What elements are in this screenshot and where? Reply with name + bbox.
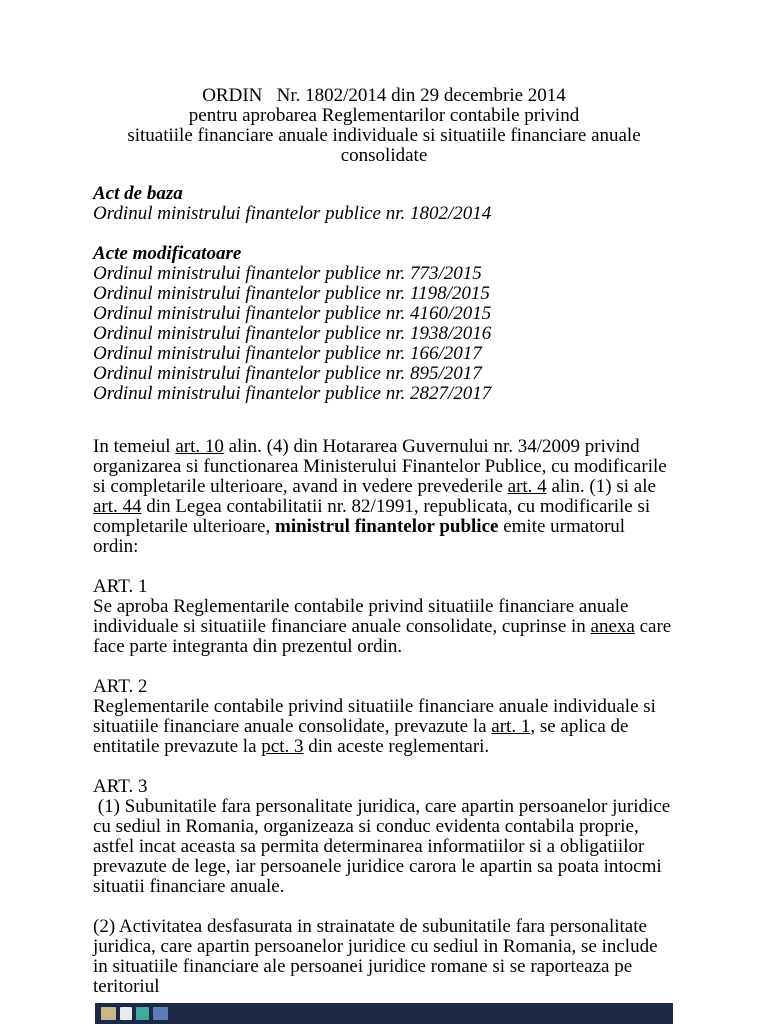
- article-3-heading: ART. 3: [93, 776, 148, 797]
- reference-link[interactable]: pct. 3: [261, 736, 304, 757]
- base-act-heading: Act de baza: [93, 183, 183, 204]
- text-segment: emite urmatorul ordin:: [93, 516, 630, 557]
- reference-link[interactable]: anexa: [590, 616, 635, 637]
- reference-link[interactable]: art. 1: [491, 716, 531, 737]
- text-segment: , se aplica de entitatile prevazute la: [93, 716, 634, 757]
- amendment-item: Ordinul ministrului finantelor publice nr. 895/2017: [93, 363, 482, 384]
- amendments-section: [93, 244, 675, 404]
- reference-link[interactable]: art. 10: [175, 436, 224, 457]
- text-segment: alin. (1) si ale: [546, 476, 661, 497]
- amendment-item: Ordinul ministrului finantelor publice nr. 4160/2015: [93, 303, 492, 324]
- article-3-paragraph-1: [93, 797, 675, 897]
- next-page-thumbnail-block: [120, 1007, 132, 1020]
- title-line-2: pentru aprobarea Reglementarilor contabile privind: [188, 105, 580, 126]
- article-1-heading: ART. 1: [93, 576, 148, 597]
- base-act-item: Ordinul ministrului finantelor publice nr. 1802/2014: [93, 203, 492, 224]
- bold-text-segment: ministrul finantelor publice: [275, 516, 499, 537]
- amendment-item: Ordinul ministrului finantelor publice nr. 1198/2015: [93, 283, 490, 304]
- text-segment: alin. (4) din Hotararea Guvernului nr. 34/2009 privind organizarea si functionarea Ministerului Finantelor Publice, cu modificarile si completarile ulterioare, avand in vedere prevederile: [93, 436, 672, 497]
- amendments-heading: Acte modificatoare: [93, 243, 242, 264]
- text-segment: (2) Activitatea desfasurata in strainatate de subunitatile fara personalitate juridica, care apartin persoanelor juridice cu sediul in Romania, se include in situatiile financiare ale persoanei juridice romane si se raporteaza pe teritoriul: [93, 916, 663, 997]
- text-segment: (1) Subunitatile fara personalitate juridica, care apartin persoanelor juridice cu sediul in Romania, organizeaza si conduc evidenta contabila proprie, astfel incat aceasta sa permita determinarea informatiilor si a obligatiilor prevazute de lege, iar persoanele juridice carora le apartin sa poata intocmi situatii financiare anuale.: [93, 796, 675, 897]
- article-1-paragraph: [93, 597, 675, 657]
- next-page-preview: [95, 1003, 673, 1024]
- article-3-paragraph-2: [93, 917, 675, 997]
- amendment-item: Ordinul ministrului finantelor publice nr. 2827/2017: [93, 383, 492, 404]
- title-line-1: ORDIN Nr. 1802/2014 din 29 decembrie 2014: [202, 85, 566, 106]
- next-page-thumbnail-block: [153, 1007, 168, 1020]
- base-act-section: [93, 184, 675, 224]
- next-page-thumbnail-block: [136, 1007, 149, 1020]
- text-segment: Se aproba Reglementarile contabile privind situatiile financiare anuale individuale si situatiile financiare anuale consolidate, cuprinse in: [93, 596, 634, 637]
- text-segment: din aceste reglementari.: [303, 736, 490, 757]
- document-title: [93, 86, 675, 166]
- article-3: [93, 777, 675, 997]
- article-2: [93, 677, 675, 757]
- article-2-heading: ART. 2: [93, 676, 148, 697]
- title-line-3: situatiile financiare anuale individuale si situatiile financiare anuale consolidate: [127, 125, 646, 166]
- reference-link[interactable]: art. 44: [93, 496, 142, 517]
- amendment-item: Ordinul ministrului finantelor publice nr. 1938/2016: [93, 323, 492, 344]
- text-segment: care face parte integranta din prezentul ordin.: [93, 616, 676, 657]
- preamble-paragraph: [93, 437, 675, 557]
- amendment-item: Ordinul ministrului finantelor publice nr. 773/2015: [93, 263, 482, 284]
- text-segment: Reglementarile contabile privind situatiile financiare anuale individuale si situatiile financiare anuale consolidate, prevazute la: [93, 696, 661, 737]
- next-page-thumbnail-block: [101, 1007, 116, 1020]
- text-segment: In temeiul: [93, 436, 176, 457]
- article-2-paragraph: [93, 697, 675, 757]
- amendment-item: Ordinul ministrului finantelor publice nr. 166/2017: [93, 343, 482, 364]
- reference-link[interactable]: art. 4: [507, 476, 547, 497]
- text-segment: din Legea contabilitatii nr. 82/1991, republicata, cu modificarile si completarile ulterioare,: [93, 496, 655, 537]
- article-1: [93, 577, 675, 657]
